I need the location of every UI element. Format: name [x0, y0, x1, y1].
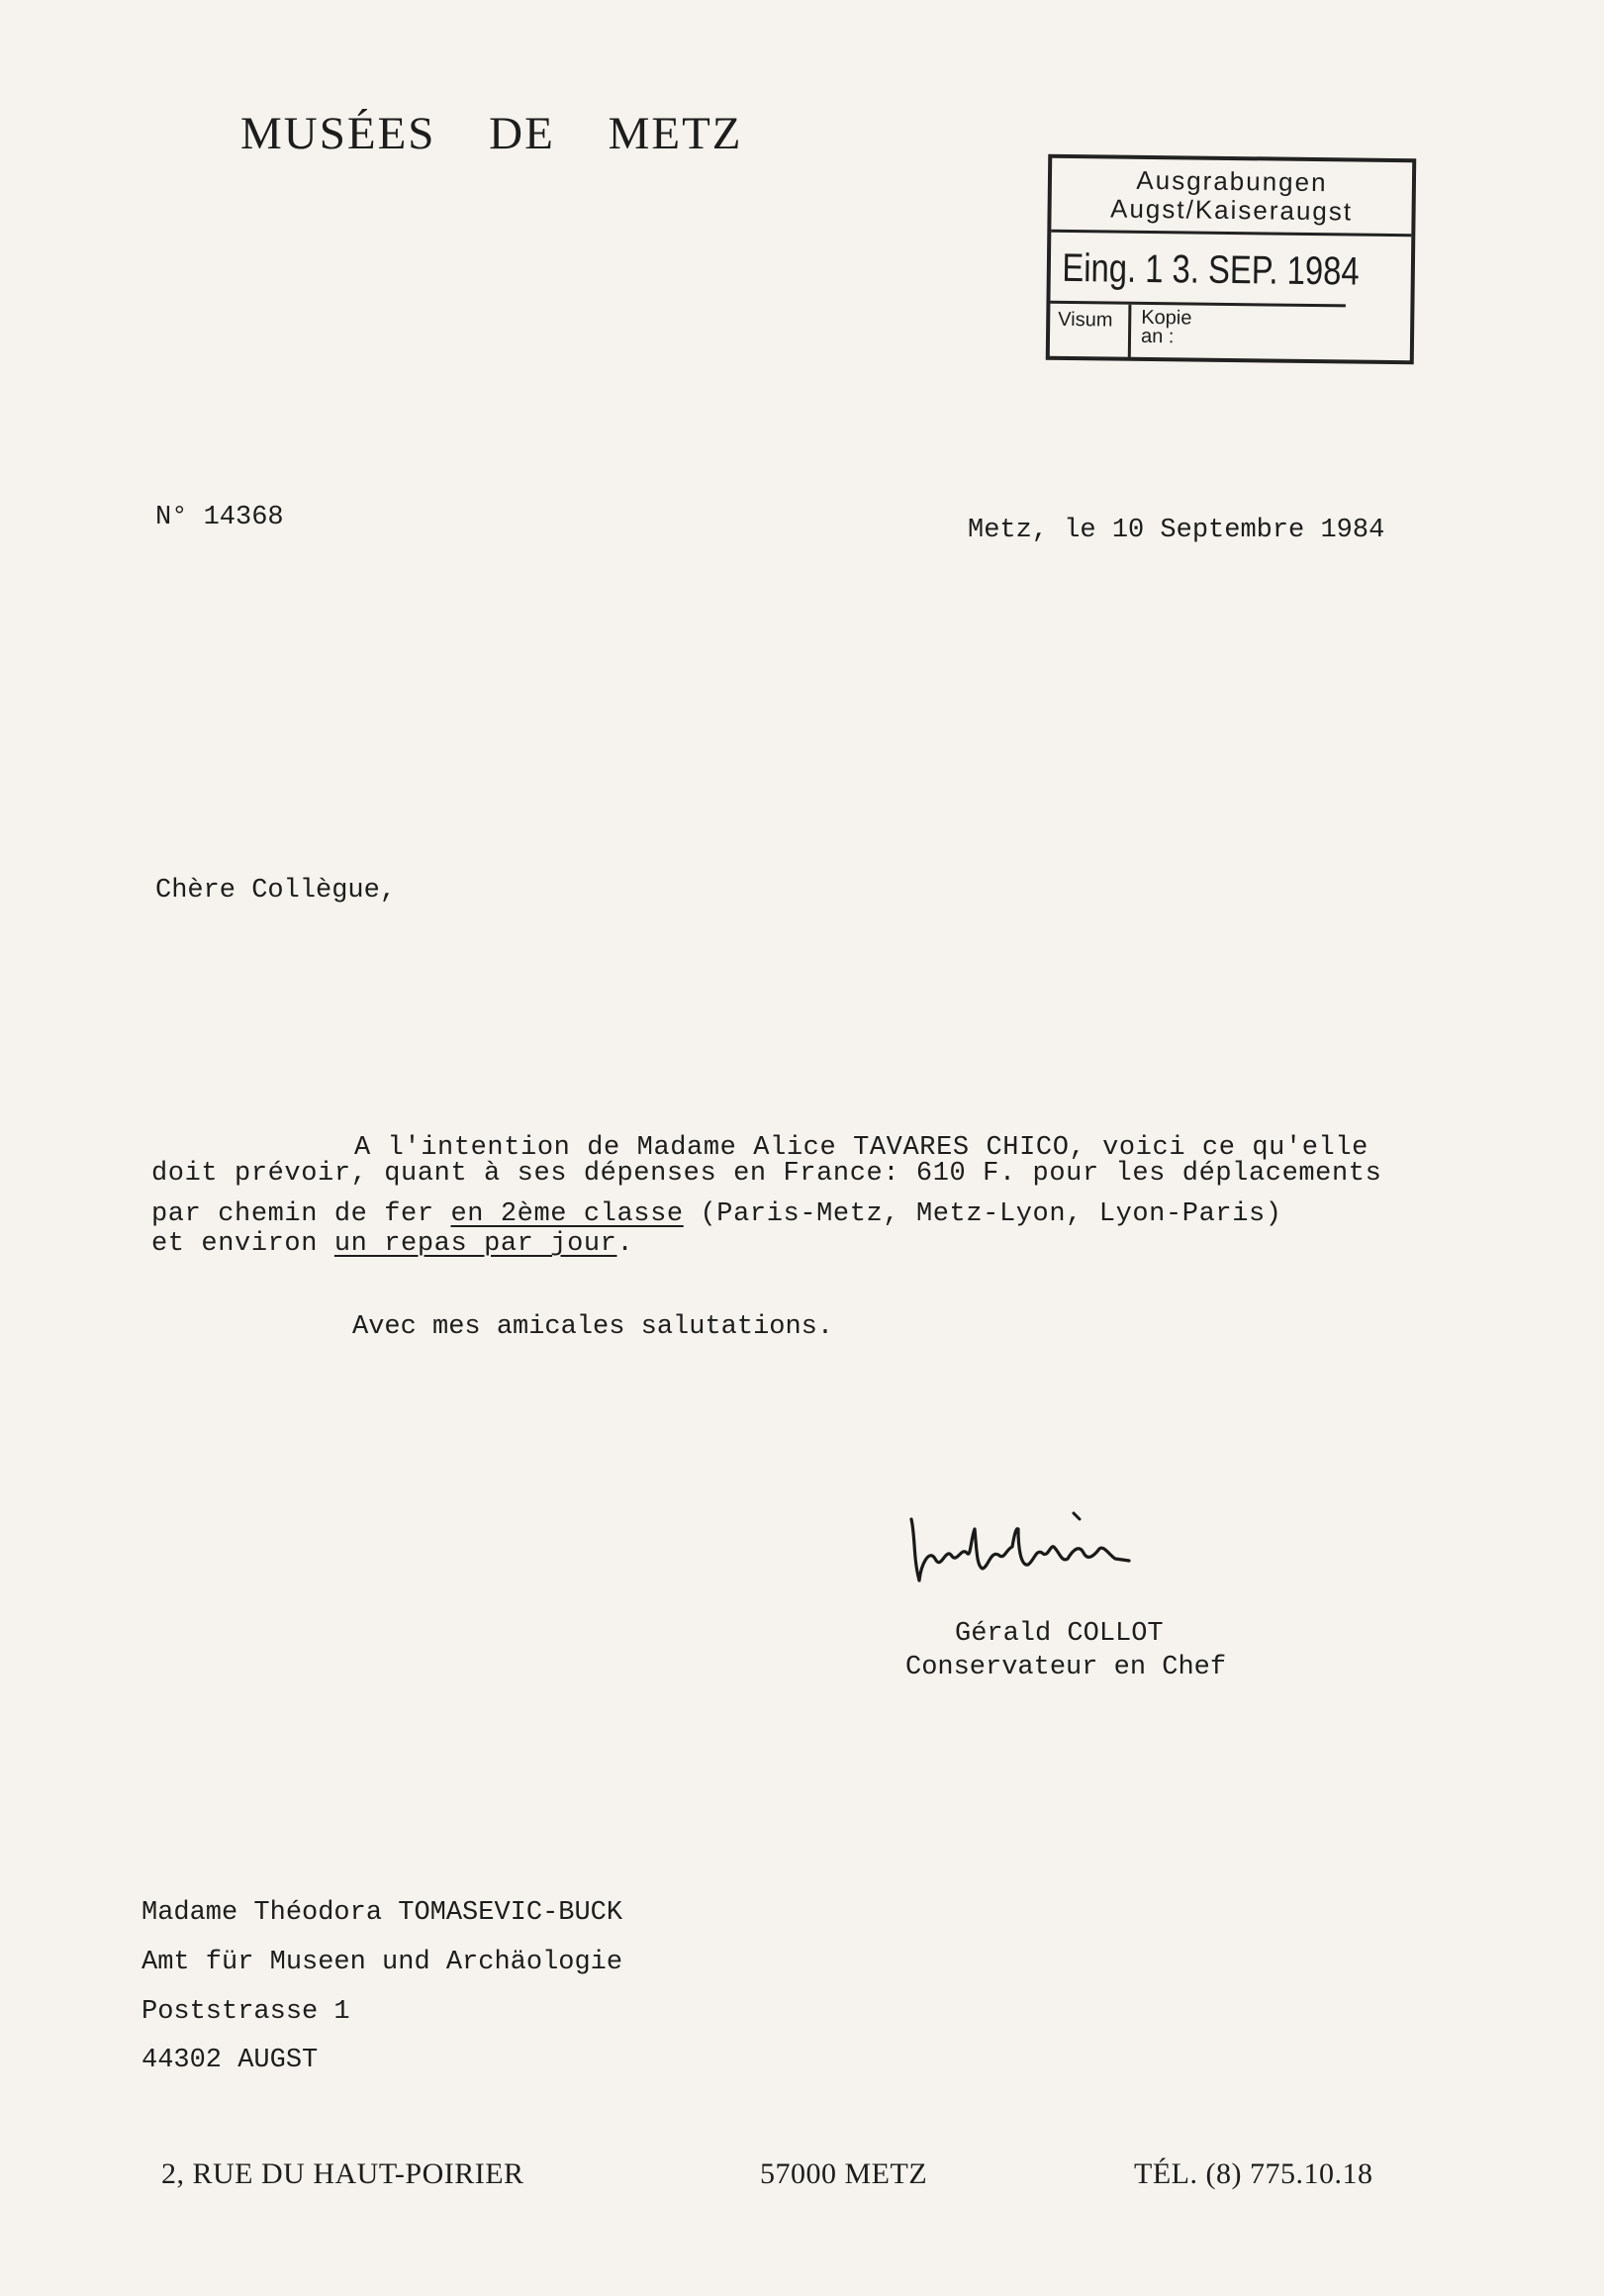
salutation: Chère Collègue, [155, 876, 397, 906]
stamp-kopie: Kopie [1141, 306, 1192, 330]
body-line-4 [151, 1229, 633, 1259]
recipient-line-4: 44302 AUGST [142, 2046, 319, 2075]
stamp-org-line1: Ausgrabungen [1136, 164, 1328, 198]
reference-number: N° 14368 [155, 503, 284, 532]
body-line-4-suffix: . [616, 1229, 634, 1259]
footer-address: 2, RUE DU HAUT-POIRIER [161, 2157, 524, 2190]
body-line-3-suffix: (Paris-Metz, Metz-Lyon, Lyon-Paris) [683, 1199, 1282, 1229]
stamp-an: an : [1140, 325, 1175, 348]
signatory-title: Conservateur en Chef [905, 1653, 1227, 1682]
footer-phone: TÉL. (8) 775.10.18 [1134, 2157, 1373, 2190]
stamp-kopie-cell [1131, 305, 1192, 360]
body-line-2: doit prévoir, quant à ses dépenses en France: 610 F. pour les déplacements [151, 1159, 1382, 1189]
stamp-org-line2: Augst/Kaiseraugst [1109, 193, 1354, 227]
recipient-line-2: Amt für Museen und Archäologie [142, 1948, 623, 1977]
letterhead-title: MUSÉES DE METZ [240, 108, 743, 159]
closing: Avec mes amicales salutations. [352, 1312, 834, 1342]
body-line-4-emphasis: un repas par jour [333, 1229, 617, 1259]
stamp-received-date: Eing. 1 3. SEP. 1984 [1050, 233, 1346, 308]
body-line-3 [151, 1199, 1282, 1229]
stamp-visum: Visum [1050, 304, 1132, 359]
date-line: Metz, le 10 Septembre 1984 [968, 516, 1385, 545]
body-line-1: A l'intention de Madame Alice TAVARES CHICO, voici ce qu'elle [354, 1133, 1368, 1163]
body-line-3-prefix: par chemin de fer [151, 1199, 451, 1229]
received-stamp [1046, 154, 1417, 365]
stamp-bottom-row [1050, 304, 1411, 362]
recipient-line-3: Poststrasse 1 [142, 1997, 350, 2027]
signatory-name: Gérald COLLOT [955, 1619, 1164, 1649]
body-line-3-emphasis: en 2ème classe [450, 1199, 684, 1229]
footer-city: 57000 METZ [760, 2157, 928, 2190]
recipient-line-1: Madame Théodora TOMASEVIC-BUCK [142, 1898, 623, 1928]
stamp-org [1051, 158, 1412, 237]
body-line-4-prefix: et environ [151, 1229, 334, 1259]
signature-scribble [905, 1509, 1202, 1588]
